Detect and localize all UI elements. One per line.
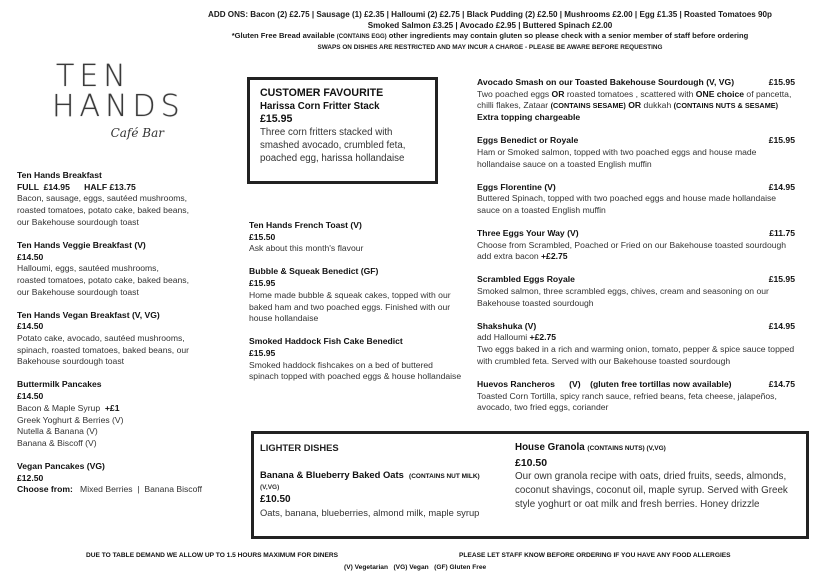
item-title: Ten Hands Vegan Breakfast (V, VG) <box>17 309 160 320</box>
item-header <box>477 77 795 89</box>
item-price: £15.95 <box>768 135 795 146</box>
item-desc: Two eggs baked in a rich and warming onion, tomato, pepper & spice sauce topped with crumbled feta. Served with our Bakehouse toasted sourdough <box>477 344 795 366</box>
item-price: £15.50 <box>249 231 276 242</box>
item-price: FULL £14.95 HALF £13.75 <box>17 181 136 192</box>
item-title: Bubble & Squeak Benedict (GF) <box>249 266 379 277</box>
item-desc: Two poached eggs OR roasted tomatoes , scattered with ONE choice of pancetta, chilli flakes, Zataar (CONTAINS SESAME) OR dukkah (CONTAINS NUTS & SESAME) <box>477 88 792 111</box>
favourite-heading: CUSTOMER FAVOURITE <box>260 87 384 99</box>
item-price: £15.95 <box>260 113 293 125</box>
menu-item <box>477 182 795 217</box>
gluten-free-note <box>160 31 820 43</box>
item-desc: Buttered Spinach, topped with two poached eggs and house made hollandaise sauce on a toasted English muffin <box>477 193 777 215</box>
item-option <box>17 403 237 415</box>
lighter-left <box>260 441 510 519</box>
menu-item <box>477 379 795 414</box>
allergy-note: PLEASE LET STAFF KNOW BEFORE ORDERING IF YOU HAVE ANY FOOD ALLERGIES <box>459 552 731 559</box>
item-option: Greek Yoghurt & Berries (V) <box>17 414 124 425</box>
item-desc: Home made bubble & squeak cakes, topped with our baked ham and two poached eggs. Finished with our house hollandaise <box>249 289 451 324</box>
item-desc: Our own granola recipe with oats, dried fruits, seeds, almonds, coconut shavings, coconut oil, maple syrup. Served with Greek style yoghurt or oat milk and fresh berries. Honey drizzle <box>515 471 788 510</box>
item-title: Ten Hands Breakfast <box>17 170 102 180</box>
item-price: £14.75 <box>768 378 795 389</box>
item-desc: Bakehouse sourdough toast <box>17 356 125 367</box>
item-title: Banana & Blueberry Baked Oats <box>260 469 404 480</box>
item-price: £15.95 <box>249 278 276 289</box>
item-desc: Bacon, sausage, eggs, sautéed mushrooms, <box>17 193 188 204</box>
left-column <box>17 170 237 507</box>
item-desc: spinach, roasted tomatoes, baked beans, our <box>17 344 189 355</box>
item-title: Buttermilk Pancakes <box>17 379 102 390</box>
item-desc: Smoked haddock fishcakes on a bed of buttered spinach topped with poached eggs & house hollandaise <box>249 359 462 382</box>
item-price: £15.95 <box>249 347 276 358</box>
item-title: Eggs Florentine (V) <box>477 181 556 192</box>
option-extra: +£1 <box>104 402 120 413</box>
diet-key: (V) Vegetarian (VG) Vegan (GF) Gluten Free <box>344 564 487 571</box>
item-desc: Three corn fritters stacked with smashed avocado, crumbled feta, poached egg, harissa hollandaise <box>260 127 406 164</box>
choose-label: Choose from: <box>17 484 73 495</box>
item-desc: Potato cake, avocado, sautéed mushrooms, <box>17 333 185 344</box>
item-title: Shakshuka (V) <box>477 320 537 331</box>
right-column <box>477 77 795 425</box>
choices: Mixed Berries | Banana Biscoff <box>80 484 202 495</box>
item-desc: Choose from Scrambled, Poached or Fried on our Bakehouse toasted sourdough <box>477 239 787 250</box>
item-price: £10.50 <box>260 494 291 505</box>
menu-item <box>477 135 795 170</box>
menu-item <box>477 321 795 368</box>
lighter-heading: LIGHTER DISHES <box>260 442 339 453</box>
item-title: Ten Hands French Toast (V) <box>249 220 362 230</box>
item-price: £14.95 <box>768 320 795 331</box>
item-title: Eggs Benedict or Royale <box>477 135 579 146</box>
menu-item <box>17 310 237 369</box>
item-desc: our Bakehouse sourdough toast <box>17 216 139 227</box>
item-desc: Ask about this month's flavour <box>249 243 364 254</box>
item-title: Smoked Haddock Fish Cake Benedict <box>249 336 403 347</box>
item-addon: add Halloumi +£2.75 <box>477 332 557 343</box>
item-price: £14.95 <box>768 181 795 192</box>
customer-favourite-box <box>247 77 438 184</box>
item-title: Three Eggs Your Way (V) <box>477 227 579 238</box>
add-ons-line: ADD ONS: Bacon (2) £2.75 | Sausage (1) £2.35 | Halloumi (2) £2.75 | Black Pudding (2) £2.50 | Mushrooms £2.00 | Egg £1.35 | Roasted Tomatoes 90p <box>208 10 772 19</box>
item-title: Avocado Smash on our Toasted Bakehouse Sourdough (V, VG) <box>477 77 735 87</box>
gf-text-2: other ingredients may contain gluten so please check with a senior member of staff before ordering <box>386 31 749 40</box>
item-desc: roasted tomatoes, potato cake, baked beans, <box>17 274 189 285</box>
item-addon: add extra bacon +£2.75 <box>477 251 568 262</box>
item-desc: Ham or Smoked salmon, topped with two poached eggs and house made hollandaise sauce on a toasted English muffin <box>477 146 757 169</box>
menu-item <box>249 336 464 383</box>
menu-item <box>249 266 464 325</box>
header-notices <box>160 9 820 53</box>
gf-text: *Gluten Free Bread available <box>231 31 337 40</box>
menu-item <box>17 379 237 449</box>
lighter-right <box>515 441 805 512</box>
logo-subtitle: Café Bar <box>110 126 164 140</box>
menu-item <box>17 240 237 299</box>
item-price: £10.50 <box>515 457 548 469</box>
add-ons-line-2: Smoked Salmon £3.25 | Avocado £2.95 | Buttered Spinach £2.00 <box>367 21 613 30</box>
item-title: Scrambled Eggs Royale <box>477 274 575 285</box>
item-desc: Smoked salmon, three scrambled eggs, chives, cream and seasoning on our Bakehouse toasted sourdough <box>477 286 769 308</box>
extra-note: Extra topping chargeable <box>477 112 581 123</box>
item-tag: (CONTAINS NUT MILK) <box>409 473 480 480</box>
item-title: Harissa Corn Fritter Stack <box>260 101 380 112</box>
item-title: Vegan Pancakes (VG) <box>17 460 105 471</box>
item-desc: roasted tomatoes, potato cake, baked beans, <box>17 205 189 216</box>
menu-item <box>477 77 795 124</box>
middle-column <box>249 220 464 394</box>
menu-item <box>477 228 795 263</box>
item-title: House Granola <box>515 442 585 453</box>
item-desc: Halloumi, eggs, sautéed mushrooms, <box>17 263 159 274</box>
item-choices <box>17 484 237 496</box>
item-diet: (V,VG) <box>260 484 280 491</box>
item-desc: Toasted Corn Tortilla, spicy ranch sauce, refried beans, feta cheese, jalapeños, avocado, two fried eggs, coriander <box>477 390 777 413</box>
time-limit-note: DUE TO TABLE DEMAND WE ALLOW UP TO 1.5 HOURS MAXIMUM FOR DINERS <box>86 552 339 559</box>
swaps-note: SWAPS ON DISHES ARE RESTRICTED AND MAY INCUR A CHARGE - PLEASE BE AWARE BEFORE REQUESTING <box>317 43 663 51</box>
item-tag: (CONTAINS NUTS) (V,VG) <box>587 445 666 452</box>
gf-tag: (CONTAINS EGG) <box>336 34 387 40</box>
lighter-dishes-box <box>251 431 809 539</box>
logo-line-2: HANDS <box>52 89 185 124</box>
menu-item <box>17 170 237 229</box>
menu-item <box>17 461 237 496</box>
item-price: £14.50 <box>17 251 44 262</box>
item-price: £15.95 <box>768 77 795 87</box>
item-desc: Oats, banana, blueberries, almond milk, maple syrup <box>260 507 480 518</box>
menu-item <box>477 274 795 309</box>
ten-hands-logo <box>52 59 185 152</box>
item-title: Huevos Rancheros (V) (gluten free tortillas now available) <box>477 378 732 389</box>
option-label: Bacon & Maple Syrup <box>17 402 101 413</box>
logo-line-1: TEN <box>56 59 131 94</box>
item-title: Ten Hands Veggie Breakfast (V) <box>17 239 146 250</box>
menu-item <box>249 220 464 255</box>
item-option: Banana & Biscoff (V) <box>17 437 97 448</box>
item-desc: our Bakehouse sourdough toast <box>17 286 139 297</box>
item-price: £12.50 <box>17 472 44 483</box>
item-price: £14.50 <box>17 321 44 332</box>
item-price: £15.95 <box>768 274 795 285</box>
item-option: Nutella & Banana (V) <box>17 426 98 437</box>
item-price: £14.50 <box>17 391 44 402</box>
item-price: £11.75 <box>769 227 795 238</box>
